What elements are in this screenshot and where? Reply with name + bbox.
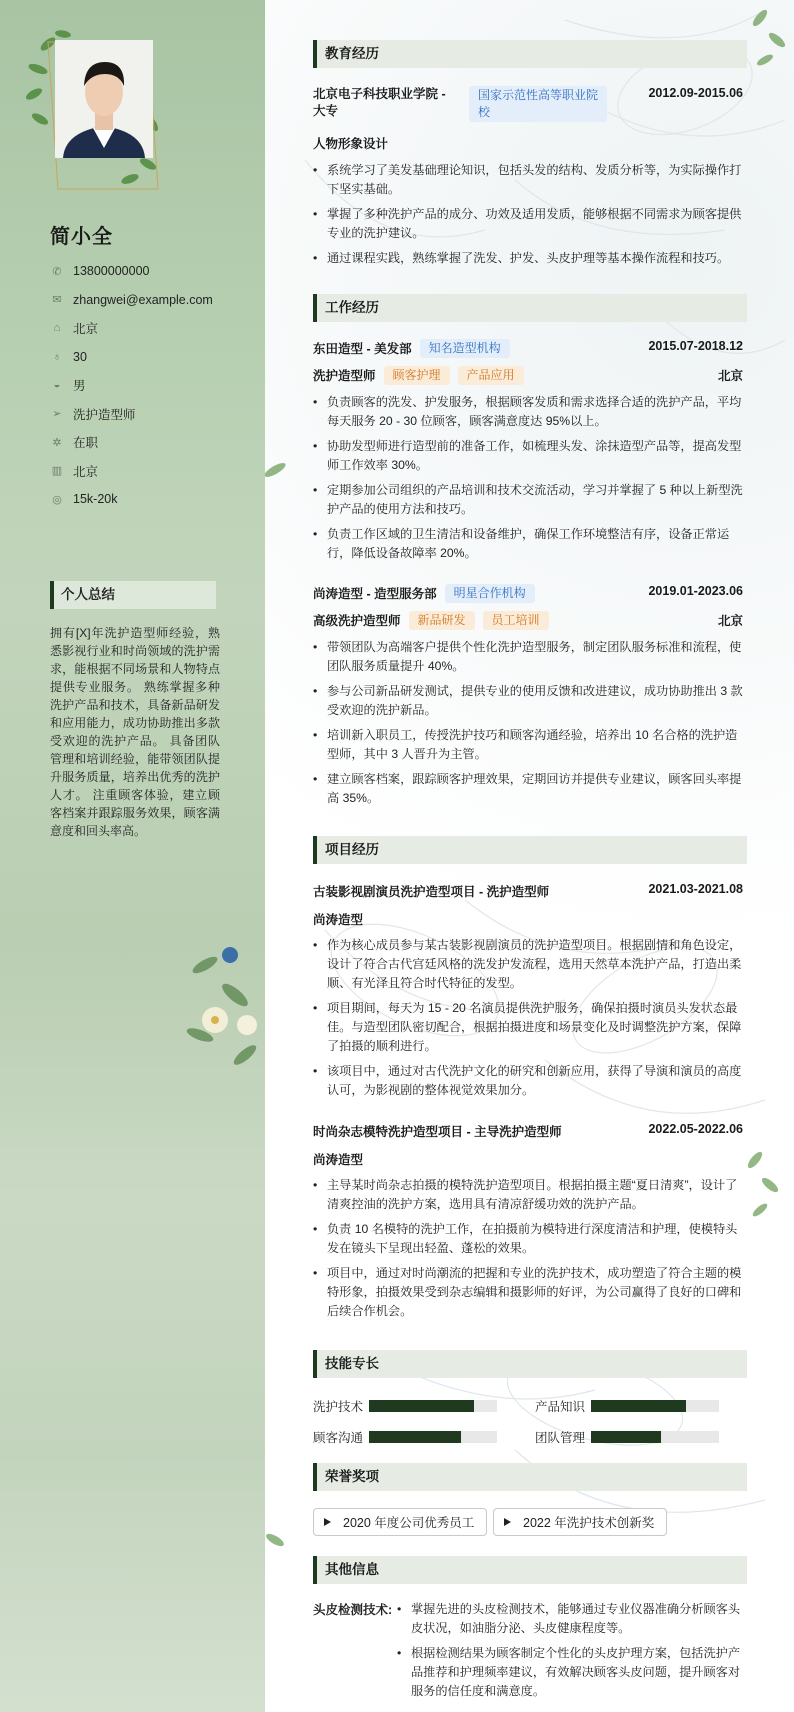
other-bullets [397,1600,745,1707]
job-bullets [313,393,745,569]
list-item: • 项目期间，每天为 15 - 20 名演员提供洗护服务，确保拍摄时演员头发状态最佳。与造型团队密切配合，根据拍摄进度和场景变化及时调整洗护方案，保障了拍摄的顺利进行。 [313,999,745,1056]
school-name: 北京电子科技职业学院 - 大专 [313,87,446,118]
job-city: 北京 [717,614,743,628]
info-text: 30 [73,349,87,364]
info-text: 北京 [73,322,99,337]
other-label: 头皮检测技术: [313,1603,393,1617]
education-row [313,86,743,122]
list-item: • 根据检测结果为顾客制定个性化的头皮护理方案，包括洗护产品推荐和护理频率建议，有效解决顾客头皮问题，提升顾客对服务的信任度和满意度。 [397,1644,745,1701]
info-age [50,343,213,372]
send-icon: ➢ [52,408,62,421]
home-icon: ⌂ [53,322,61,335]
list-item: • 该项目中，通过对古代洗护文化的研究和创新应用，获得了导演和演员的高度认可，为影视剧的整体视觉效果加分。 [313,1062,745,1100]
gender-icon: ◒ [53,379,61,392]
age-icon: ♁ [52,350,62,363]
info-text: 13800000000 [73,264,150,279]
skill-item [313,1428,497,1446]
info-location [50,314,213,343]
info-text: 15k-20k [73,492,118,507]
info-text: 男 [73,379,86,394]
list-item: • 主导某时尚杂志拍摄的模特洗护造型项目。根据拍摄主题“夏日清爽”，设计了清爽控油的洗护方案，选用具有清凉舒缓功效的洗护产品。 [313,1176,745,1214]
info-text: 洗护造型师 [73,407,136,422]
info-text: 北京 [73,464,99,479]
salary-icon: ◎ [52,493,62,506]
list-item: • 作为核心成员参与某古装影视剧演员的洗护造型项目。根据剧情和角色设定，设计了符合古代宫廷风格的洗发护发流程，选用天然草本洗护产品，打造出柔顺、有光泽且符合时代特征的发型。 [313,936,745,993]
list-item: • 掌握先进的头皮检测技术，能够通过专业仪器准确分析顾客头皮状况，如油脂分泌、头皮健康程度等。 [397,1600,745,1638]
education-date: 2012.09-2015.06 [648,86,743,100]
list-item: • 负责工作区域的卫生清洁和设备维护，确保工作环境整洁有序，设备正常运行，降低设备故障率 20%。 [313,525,745,563]
list-item: • 掌握了多种洗护产品的成分、功效及适用发质，能够根据不同需求为顾客提供专业的洗护建议。 [313,205,745,243]
skill-bar [369,1431,497,1443]
list-item: • 培训新入职员工，传授洗护技巧和顾客沟通经验，培养出 10 名合格的洗护造型师，其中 3 人晋升为主管。 [313,726,745,764]
skill-bar-fill [369,1431,461,1443]
education-bullets [313,161,745,274]
job-date: 2019.01-2023.06 [648,584,743,598]
job-skill-tag: 顾客护理 [384,366,450,385]
job-company: 尚涛造型 - 造型服务部 [313,587,437,601]
award-badge [313,1508,487,1536]
job-city: 北京 [717,369,743,383]
play-triangle-icon [504,1518,511,1526]
project-header [313,1122,743,1140]
list-item: • 系统学习了美发基础理论知识，包括头发的结构、发质分析等，为实际操作打下坚实基础。 [313,161,745,199]
skill-bar-fill [591,1431,661,1443]
play-triangle-icon [324,1518,331,1526]
list-item: • 带领团队为高端客户提供个性化洗护造型服务，制定团队服务标准和流程，使团队服务质量提升 40%。 [313,638,745,676]
project-header [313,882,743,900]
mail-icon: ✉ [52,294,62,307]
list-item: • 参与公司新品研发测试，提供专业的使用反馈和改进建议，成功协助推出 3 款受欢迎的洗护新品。 [313,682,745,720]
profile-name: 简小全 [50,226,113,248]
summary-heading: 个人总结 [50,581,216,609]
job-header [313,339,743,358]
info-city [50,457,213,486]
skill-name: 产品知识 [535,1400,586,1414]
award-label: 2022 年洗护技术创新奖 [523,1516,655,1530]
school-tag: 国家示范性高等职业院校 [469,86,607,122]
skill-name: 洗护技术 [313,1400,364,1414]
project-bullets [313,936,745,1106]
skill-bar-fill [591,1400,686,1412]
list-item: • 定期参加公司组织的产品培训和技术交流活动，学习并掌握了 5 种以上新型洗护产品的使用方法和技巧。 [313,481,745,519]
job-skill-tag: 新品研发 [409,611,475,630]
award-label: 2020 年度公司优秀员工 [343,1516,475,1530]
info-position [50,400,213,429]
info-status [50,428,213,457]
main-content [265,0,794,1712]
job-role-row [313,611,743,630]
list-item: • 负责顾客的洗发、护发服务，根据顾客发质和需求选择合适的洗护产品，平均每天服务 20 - 30 位顾客，顾客满意度达 95%以上。 [313,393,745,431]
project-date: 2022.05-2022.06 [648,1122,743,1136]
info-gender [50,371,213,400]
education-major: 人物形象设计 [313,137,389,151]
skill-name: 团队管理 [535,1431,586,1445]
skill-bar-fill [369,1400,474,1412]
job-company-tag: 明星合作机构 [445,584,535,603]
skill-item [535,1428,719,1446]
portrait-illustration [55,40,153,158]
job-company: 东田造型 - 美发部 [313,342,412,356]
job-bullets [313,638,745,814]
list-item: • 通过课程实践，熟练掌握了洗发、护发、头皮护理等基本操作流程和技巧。 [313,249,745,268]
list-item: • 负责 10 名模特的洗护工作，在拍摄前为模特进行深度清洁和护理，使模特头发在镜头下呈现出轻盈、蓬松的效果。 [313,1220,745,1258]
job-header [313,584,743,603]
sidebar [0,0,265,1712]
project-org: 尚涛造型 [313,1153,364,1167]
phone-icon: ✆ [52,265,62,278]
work-heading: 工作经历 [313,294,747,322]
list-item: • 建立顾客档案，跟踪顾客护理效果，定期回访并提供专业建议，顾客回头率提高 35%。 [313,770,745,808]
photo-frame [42,38,154,168]
summary-text: 拥有[X]年洗护造型师经验，熟悉影视行业和时尚领域的洗护需求，能根据不同场景和人物特点提供专业服务。 熟练掌握多种洗护产品和技术，具备新品研发和应用能力，成功协助推出多款受欢迎的洗护产品。 具备团队管理和培训经验，能带领团队提升服务质量，培养出优秀的洗护人才。 注重顾客体验，建立顾客档案并跟踪服务效果，顾客满意度和回头率高。 [50,626,220,838]
info-text: zhangwei@example.com [73,292,213,307]
skill-name: 顾客沟通 [313,1431,364,1445]
skill-bar [369,1400,497,1412]
honors-heading: 荣誉奖项 [313,1463,747,1491]
job-role: 高级洗护造型师 [313,614,401,628]
job-company-tag: 知名造型机构 [420,339,510,358]
projects-heading: 项目经历 [313,836,747,864]
skill-item [535,1397,719,1415]
project-date: 2021.03-2021.08 [648,882,743,896]
flower-decoration [175,925,265,1085]
list-item: • 协助发型师进行造型前的准备工作，如梳理头发、涂抹造型产品等，提高发型师工作效率 30%。 [313,437,745,475]
building-icon: ▥ [51,465,63,478]
job-skill-tag: 员工培训 [483,611,549,630]
status-icon: ✲ [52,436,62,449]
skill-bar [591,1431,719,1443]
info-salary [50,485,213,514]
job-skill-tag: 产品应用 [458,366,524,385]
info-text: 在职 [73,436,99,451]
skill-bar [591,1400,719,1412]
project-name: 古装影视剧演员洗护造型项目 - 洗护造型师 [313,885,550,899]
award-badge [493,1508,667,1536]
info-email [50,286,213,315]
education-heading: 教育经历 [313,40,747,68]
job-role: 洗护造型师 [313,369,376,383]
info-phone [50,257,213,286]
project-bullets [313,1176,745,1327]
profile-info-list [50,257,213,514]
avatar [55,40,153,158]
other-heading: 其他信息 [313,1556,747,1584]
project-org: 尚涛造型 [313,913,364,927]
skill-item [313,1397,497,1415]
skills-heading: 技能专长 [313,1350,747,1378]
job-date: 2015.07-2018.12 [648,339,743,353]
list-item: • 项目中，通过对时尚潮流的把握和专业的洗护技术，成功塑造了符合主题的模特形象，拍摄效果受到杂志编辑和摄影师的好评，为公司赢得了良好的口碑和后续合作机会。 [313,1264,745,1321]
job-role-row [313,366,743,385]
project-name: 时尚杂志模特洗护造型项目 - 主导洗护造型师 [313,1125,562,1139]
